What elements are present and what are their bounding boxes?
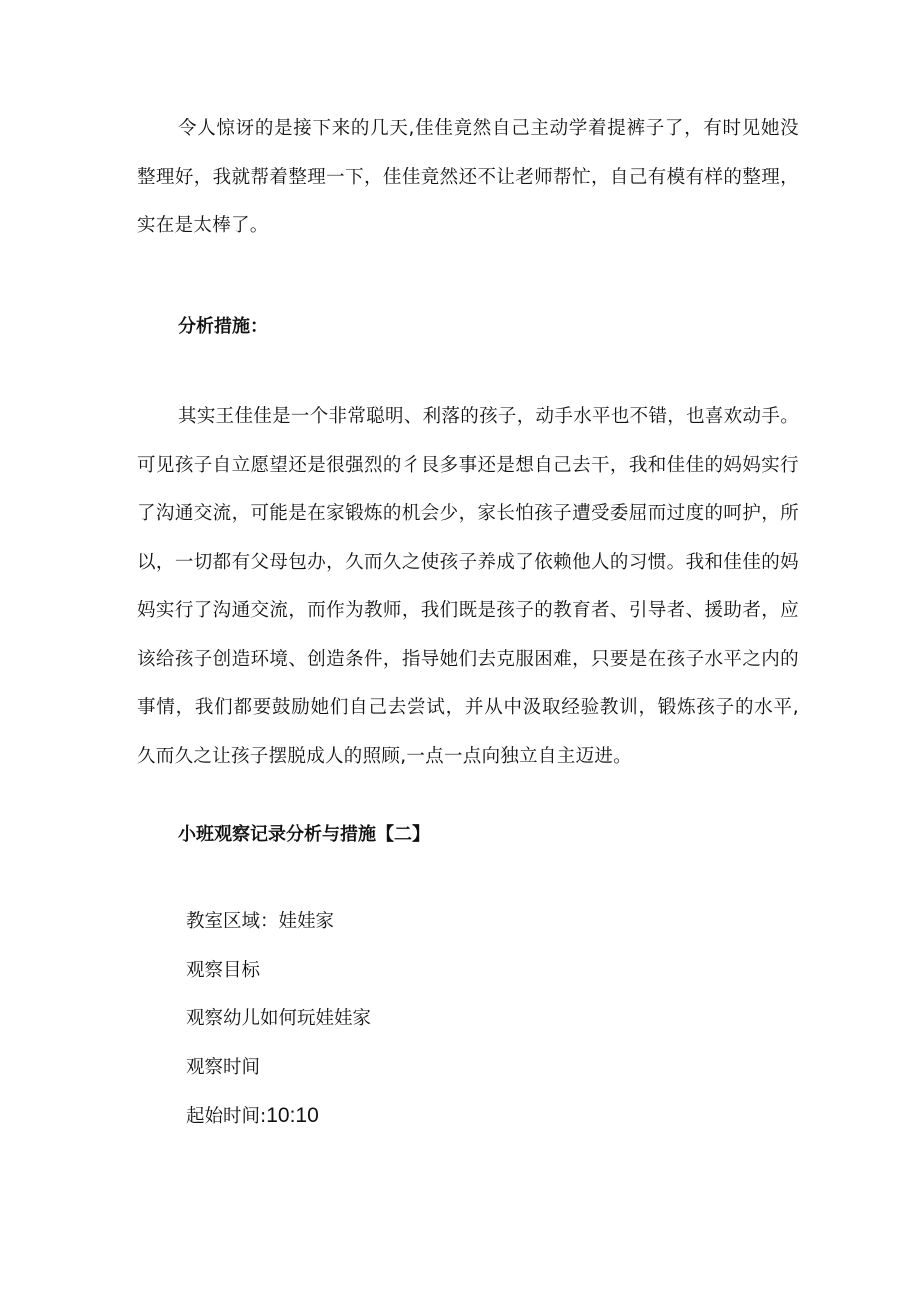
heading-analysis-measures: 分析措施： — [178, 316, 268, 337]
start-time-label: 起始时间: — [186, 1106, 267, 1127]
list-item-observation-time: 观察时间 — [186, 1056, 261, 1078]
list-item-start-time — [186, 1092, 371, 1142]
start-time-value: 10:10 — [266, 1104, 319, 1127]
paragraph-observation-result: 令人惊讶的是接下来的几天,佳佳竟然自己主动学着提裤子了，有时见她没整理好，我就帮着整理一下，佳佳竟然还不让老师帮忙，自己有模有样的整理，实在是太棒了。 — [137, 118, 799, 236]
list-item-observation-goal: 观察目标 — [186, 959, 261, 981]
list-item-observation-goal-detail: 观察幼儿如何玩娃娃家 — [186, 1008, 372, 1029]
observation-info-list — [186, 898, 371, 1142]
paragraph-analysis: 其实王佳佳是一个非常聪明、利落的孩子，动手水平也不错，也喜欢动手。可见孩子自立愿望还是很强烈的彳艮多事还是想自己去干，我和佳佳的妈妈实行了沟通交流，可能是在家锻炼的机会少，家长怕孩子遭受委屈而过度的呵护，所以，一切都有父母包办，久而久之使孩子养成了依赖他人的习惯。我和佳佳的妈妈实行了沟通交流，而作为教师，我们既是孩子的教育者、引导者、援助者，应该给孩子创造环境、创造条件，指导她们去克服困难，只要是在孩子水平之内的事情，我们都要鼓励她们自己去尝试，并从中汲取经验教训，锻炼孩子的水平,久而久之让孩子摆脱成人的照顾,一点一点向独立自主迈进。 — [137, 406, 799, 767]
list-item-classroom-area: 教室区域：娃娃家 — [186, 911, 335, 932]
heading-section-two: 小班观察记录分析与措施【二】 — [178, 824, 430, 845]
